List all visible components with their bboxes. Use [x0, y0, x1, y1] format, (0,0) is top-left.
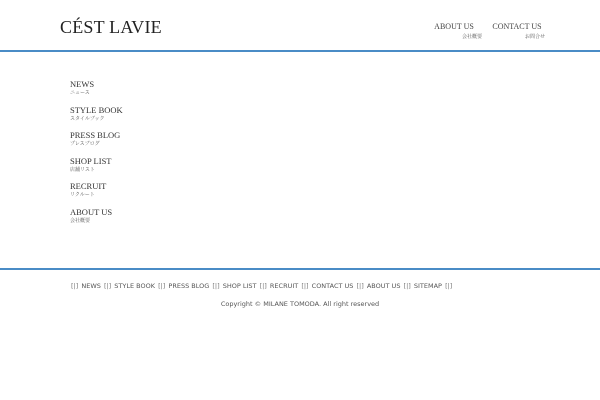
side-menu-item-sublabel: スタイルブック: [70, 115, 105, 122]
side-menu-item-label: RECRUIT: [70, 181, 107, 191]
side-menu-item-label: PRESS BLOG: [70, 130, 121, 140]
header-divider: [0, 50, 600, 52]
site-header: [0, 0, 600, 50]
footer-divider: [0, 268, 600, 270]
footer-link-recruit[interactable]: RECRUIT: [269, 282, 299, 290]
side-menu-item-sublabel: 店舗リスト: [70, 166, 95, 173]
footer-nav-separator: [|]: [259, 282, 267, 290]
footer-link-contact-us[interactable]: CONTACT US: [311, 282, 354, 290]
footer-nav-separator: [|]: [356, 282, 364, 290]
side-menu-item-label: SHOP LIST: [70, 155, 112, 166]
header-nav-contact-us-label: CONTACT US: [492, 22, 542, 31]
footer-nav-separator: [|]: [158, 282, 166, 290]
header-nav-contact-us-sublabel: お問合せ: [524, 34, 545, 40]
footer-link-sitemap[interactable]: SITEMAP: [413, 282, 442, 290]
side-menu-item-about-us[interactable]: [70, 207, 210, 233]
side-menu-item-sublabel: リクルート: [70, 192, 95, 198]
side-menu-item-press-blog[interactable]: [70, 130, 210, 156]
header-nav-about-us-sublabel: 会社概要: [461, 34, 482, 40]
side-menu-item-recruit[interactable]: [70, 181, 210, 207]
side-menu-item-label: ABOUT US: [70, 206, 113, 217]
copyright-text: Copyright © MILANE TOMODA. All right reserved: [220, 300, 380, 308]
footer-nav-separator: [|]: [103, 282, 112, 290]
side-menu-item-sublabel: 会社概要: [70, 217, 91, 224]
footer-nav-separator: [|]: [71, 282, 79, 290]
side-menu: [70, 79, 210, 232]
footer-link-shop-list[interactable]: SHOP LIST: [222, 282, 257, 290]
side-menu-item-shop-list[interactable]: [70, 156, 210, 182]
footer-nav-separator: [|]: [445, 282, 453, 290]
footer-nav-separator: [|]: [301, 282, 309, 290]
footer-link-news[interactable]: NEWS: [81, 282, 101, 290]
footer-link-press-blog[interactable]: PRESS BLOG: [168, 282, 210, 290]
footer-nav-separator: [|]: [212, 282, 220, 290]
footer-link-style-book[interactable]: STYLE BOOK: [114, 282, 155, 290]
side-menu-item-news[interactable]: [70, 79, 210, 105]
side-menu-item-sublabel: プレスブログ: [70, 141, 100, 147]
footer-link-about-us[interactable]: ABOUT US: [366, 282, 401, 290]
header-nav-about-us[interactable]: [426, 22, 482, 40]
footer-nav-separator: [|]: [403, 282, 411, 290]
footer-nav: [70, 281, 550, 291]
side-menu-item-label: STYLE BOOK: [70, 104, 123, 115]
side-menu-item-style-book[interactable]: [70, 105, 210, 131]
header-nav-about-us-label: ABOUT US: [434, 22, 474, 31]
side-menu-item-label: NEWS: [70, 79, 95, 89]
site-logo[interactable]: CÉST LAVIE: [60, 17, 162, 37]
side-menu-item-sublabel: ニュース: [70, 90, 90, 96]
header-nav-contact-us[interactable]: [489, 22, 545, 40]
